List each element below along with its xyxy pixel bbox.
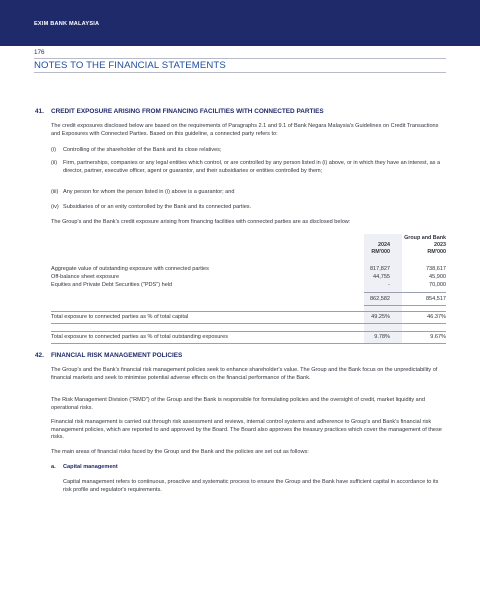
value-2024: 9.78%	[374, 334, 390, 340]
total-line	[364, 305, 446, 306]
subtotal-line	[364, 292, 446, 293]
section-title: CREDIT EXPOSURE ARISING FROM FINANCING FACILITIES WITH CONNECTED PARTIES	[51, 108, 324, 115]
list-item-text: Controlling of the shareholder of the Bank and its close relatives;	[63, 147, 222, 153]
value-2023: 738,617	[425, 266, 446, 272]
list-item-text: Firm, partnerships, companies or any legal entities which control, or are controlled by any person listed in (i) above, or in which they have an interest, as a director, partner, executive officer, agent or guarantor, and their subsidiaries or entities controlled by them;	[63, 160, 441, 174]
list-item	[51, 147, 446, 155]
value-2023: 46.37%	[427, 314, 446, 320]
section-41-heading	[35, 108, 324, 115]
page-title: NOTES TO THE FINANCIAL STATEMENTS	[34, 60, 226, 71]
row-label: Aggregate value of outstanding exposure with connected parties	[51, 266, 209, 272]
subsection-title: Capital management	[63, 464, 118, 470]
section-number: 41.	[35, 108, 44, 115]
list-item-label: (i)	[51, 147, 56, 153]
table-intro: The Group's and the Bank's credit exposure arising from financing facilities with connected parties are as disclosed below:	[51, 219, 351, 225]
row-label: Off-balance sheet exposure	[51, 274, 120, 280]
list-item-label: (iii)	[51, 189, 59, 195]
list-item	[51, 204, 446, 212]
list-item	[51, 160, 446, 175]
subsection-a-heading	[51, 464, 118, 470]
row-label: Total exposure to connected parties as % of total outstanding exposures	[51, 334, 228, 340]
table-group-header: Group and Bank	[404, 235, 446, 241]
section-42-heading	[35, 352, 182, 359]
column-unit-2023: RM'000	[427, 249, 446, 255]
paragraph: The main areas of financial risks faced by the Group and the Bank and the policies are set out as follows:	[51, 449, 309, 455]
bank-name: EXIM BANK MALAYSIA	[34, 21, 100, 27]
row-divider	[51, 331, 446, 332]
subsection-a-text: Capital management refers to continuous, proactive and systematic process to ensure the Group and the Bank have sufficient capital in accordance to its risk profile and regulator's requirements.	[63, 479, 439, 493]
paragraph: The Group's and the Bank's financial risk management policies seek to enhance shareholder's value. The Group and the Bank focus on the unpredictability of financial markets and seek to minimise potential adverse effects on the financial performance of the Bank.	[51, 367, 438, 381]
value-2024: 817,827	[369, 266, 390, 272]
divider	[34, 58, 446, 59]
row-divider	[51, 311, 446, 312]
list-item	[51, 189, 446, 197]
row-label: Total exposure to connected parties as % of total capital	[51, 314, 189, 320]
paragraph: Financial risk management is carried out through risk assessment and reviews, internal control systems and adherence to Group's and Bank's financial risk management policies, which are reported to and approved by the Board. The Board also approves the treasury practices which cover the management of these risks.	[51, 419, 442, 441]
column-unit-2024: RM'000	[371, 249, 390, 255]
row-divider	[51, 323, 446, 324]
list-item-text: Subsidiaries of or an enity contorolled by the Bank and its connected parties.	[63, 204, 252, 210]
list-item-text: Any person for whom the person listed in (i) above is a guarantor; and	[63, 189, 235, 195]
row-divider	[51, 343, 446, 344]
value-2024: -	[388, 282, 390, 288]
value-2023: 9.67%	[430, 334, 446, 340]
value-2023: 45,900	[429, 274, 446, 280]
subsection-label: a.	[51, 464, 56, 470]
section-41-intro: The credit exposures disclosed below are based on the requirements of Paragraphs 2.1 and 9.1 of Bank Negara Malaysia's Guidelines on Credit Transactions and Exposures with Connected Parties. Based on this guideline, a connected party refers to:	[51, 123, 439, 137]
column-header-2023: 2023	[434, 242, 446, 248]
page-number: 176	[34, 49, 45, 56]
section-number: 42.	[35, 352, 44, 359]
value-2024: 44,755	[373, 274, 390, 280]
value-2023: 70,000	[429, 282, 446, 288]
divider	[34, 72, 446, 73]
paragraph: The Risk Management Division ("RMD") of the Group and the Bank is responsible for formulating policies and the oversight of credit, market liquidity and operational risks.	[51, 397, 425, 411]
total-2024: 862,582	[369, 296, 390, 302]
row-label: Equities and Private Debt Securities ("PDS") held	[51, 282, 173, 288]
list-item-label: (ii)	[51, 160, 58, 166]
column-header-2024: 2024	[378, 242, 390, 248]
value-2024: 49.25%	[371, 314, 390, 320]
list-item-label: (iv)	[51, 204, 59, 210]
section-title: FINANCIAL RISK MANAGEMENT POLICIES	[51, 352, 183, 359]
total-2023: 854,517	[425, 296, 446, 302]
